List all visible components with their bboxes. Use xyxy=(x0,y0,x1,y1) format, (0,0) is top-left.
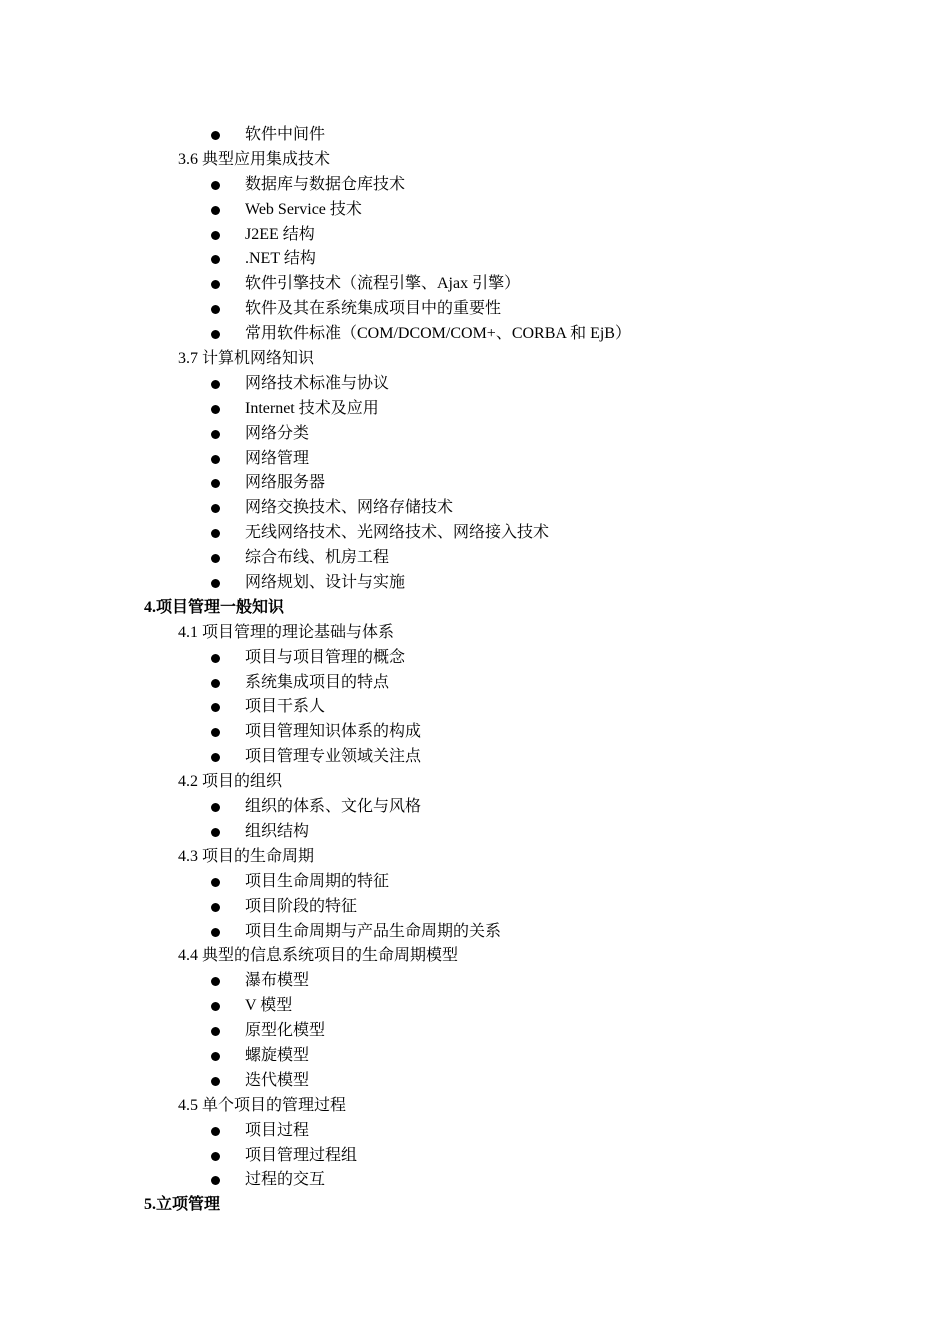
bullet-item-text: Internet 技术及应用 xyxy=(245,399,379,417)
bullet-item-text: 网络服务器 xyxy=(245,474,326,492)
bullet-item-text: .NET 结构 xyxy=(245,250,316,268)
heading-text: 5.立项管理 xyxy=(144,1196,221,1214)
bullet-dot-icon xyxy=(211,878,220,887)
subsection-heading xyxy=(0,1094,950,1119)
bullet-item-text: 项目管理过程组 xyxy=(245,1146,358,1164)
bullet-dot-icon xyxy=(211,305,220,314)
bullet-item xyxy=(0,471,950,496)
subsection-heading xyxy=(0,845,950,870)
bullet-dot-icon xyxy=(211,181,220,190)
bullet-item xyxy=(0,198,950,223)
bullet-dot-icon xyxy=(211,903,220,912)
bullet-item xyxy=(0,173,950,198)
bullet-dot-icon xyxy=(211,803,220,812)
bullet-item xyxy=(0,1144,950,1169)
bullet-item xyxy=(0,745,950,770)
bullet-item xyxy=(0,322,950,347)
subsection-heading xyxy=(0,347,950,372)
heading-text: 3.7 计算机网络知识 xyxy=(178,350,315,368)
bullet-item-text: 项目阶段的特征 xyxy=(245,897,358,915)
bullet-dot-icon xyxy=(211,504,220,513)
bullet-item-text: J2EE 结构 xyxy=(245,225,315,243)
bullet-item-text: 迭代模型 xyxy=(245,1071,310,1089)
bullet-dot-icon xyxy=(211,654,220,663)
bullet-item-text: 无线网络技术、光网络技术、网络接入技术 xyxy=(245,524,550,542)
bullet-item xyxy=(0,1044,950,1069)
heading-text: 4.5 单个项目的管理过程 xyxy=(178,1096,347,1114)
bullet-item xyxy=(0,447,950,472)
bullet-item xyxy=(0,870,950,895)
bullet-item xyxy=(0,297,950,322)
bullet-item xyxy=(0,646,950,671)
bullet-dot-icon xyxy=(211,255,220,264)
section-heading xyxy=(0,1193,950,1218)
bullet-dot-icon xyxy=(211,928,220,937)
heading-text: 3.6 典型应用集成技术 xyxy=(178,150,331,168)
bullet-item xyxy=(0,695,950,720)
bullet-dot-icon xyxy=(211,1152,220,1161)
bullet-dot-icon xyxy=(211,131,220,140)
bullet-item xyxy=(0,272,950,297)
bullet-item-text: 网络技术标准与协议 xyxy=(245,374,390,392)
bullet-dot-icon xyxy=(211,330,220,339)
bullet-item xyxy=(0,546,950,571)
bullet-item-text: 综合布线、机房工程 xyxy=(245,549,390,567)
bullet-item xyxy=(0,895,950,920)
bullet-item xyxy=(0,372,950,397)
bullet-item xyxy=(0,521,950,546)
bullet-dot-icon xyxy=(211,479,220,488)
bullet-item-text: V 模型 xyxy=(245,997,293,1015)
bullet-dot-icon xyxy=(211,1077,220,1086)
heading-text: 4.1 项目管理的理论基础与体系 xyxy=(178,623,395,641)
bullet-item xyxy=(0,496,950,521)
bullet-dot-icon xyxy=(211,703,220,712)
bullet-dot-icon xyxy=(211,405,220,414)
subsection-heading xyxy=(0,770,950,795)
bullet-item-text: 组织结构 xyxy=(245,822,310,840)
bullet-dot-icon xyxy=(211,529,220,538)
bullet-item-text: 项目过程 xyxy=(245,1121,310,1139)
bullet-dot-icon xyxy=(211,380,220,389)
bullet-item xyxy=(0,820,950,845)
bullet-item xyxy=(0,795,950,820)
bullet-item-text: 过程的交互 xyxy=(245,1171,326,1189)
bullet-dot-icon xyxy=(211,1127,220,1136)
bullet-item xyxy=(0,920,950,945)
bullet-item-text: 瀑布模型 xyxy=(245,972,310,990)
bullet-item xyxy=(0,123,950,148)
bullet-item-text: 项目生命周期的特征 xyxy=(245,872,390,890)
bullet-item-text: 组织的体系、文化与风格 xyxy=(245,798,422,816)
bullet-dot-icon xyxy=(211,1027,220,1036)
bullet-dot-icon xyxy=(211,430,220,439)
bullet-item xyxy=(0,1119,950,1144)
bullet-item-text: 项目生命周期与产品生命周期的关系 xyxy=(245,922,502,940)
bullet-item xyxy=(0,422,950,447)
bullet-item-text: Web Service 技术 xyxy=(245,200,362,218)
bullet-dot-icon xyxy=(211,828,220,837)
section-heading xyxy=(0,596,950,621)
bullet-dot-icon xyxy=(211,1052,220,1061)
bullet-dot-icon xyxy=(211,977,220,986)
subsection-heading xyxy=(0,148,950,173)
bullet-dot-icon xyxy=(211,231,220,240)
heading-text: 4.4 典型的信息系统项目的生命周期模型 xyxy=(178,947,459,965)
bullet-item xyxy=(0,969,950,994)
bullet-dot-icon xyxy=(211,753,220,762)
bullet-item-text: 软件引擎技术（流程引擎、Ajax 引擎） xyxy=(245,275,521,293)
bullet-item-text: 螺旋模型 xyxy=(245,1046,310,1064)
bullet-item xyxy=(0,397,950,422)
document-body xyxy=(0,123,950,1218)
bullet-item-text: 项目干系人 xyxy=(245,698,326,716)
bullet-item-text: 软件中间件 xyxy=(245,126,326,143)
bullet-item-text: 软件及其在系统集成项目中的重要性 xyxy=(245,300,502,318)
bullet-item xyxy=(0,247,950,272)
bullet-item-text: 项目管理知识体系的构成 xyxy=(245,723,422,741)
bullet-dot-icon xyxy=(211,728,220,737)
bullet-item-text: 项目与项目管理的概念 xyxy=(245,648,406,666)
bullet-dot-icon xyxy=(211,1176,220,1185)
bullet-item xyxy=(0,720,950,745)
bullet-item xyxy=(0,1019,950,1044)
heading-text: 4.3 项目的生命周期 xyxy=(178,847,315,865)
bullet-item xyxy=(0,671,950,696)
bullet-item-text: 系统集成项目的特点 xyxy=(245,673,390,691)
heading-text: 4.项目管理一般知识 xyxy=(144,598,285,616)
bullet-item-text: 网络规划、设计与实施 xyxy=(245,574,406,592)
bullet-dot-icon xyxy=(211,1002,220,1011)
bullet-item xyxy=(0,571,950,596)
bullet-dot-icon xyxy=(211,280,220,289)
bullet-item-text: 常用软件标准（COM/DCOM/COM+、CORBA 和 EjB） xyxy=(245,325,631,343)
bullet-dot-icon xyxy=(211,455,220,464)
bullet-item-text: 网络分类 xyxy=(245,424,310,442)
bullet-item xyxy=(0,1168,950,1193)
bullet-dot-icon xyxy=(211,579,220,588)
bullet-item xyxy=(0,994,950,1019)
bullet-item-text: 项目管理专业领域关注点 xyxy=(245,748,422,766)
bullet-item xyxy=(0,1069,950,1094)
bullet-item-text: 网络管理 xyxy=(245,449,310,467)
heading-text: 4.2 项目的组织 xyxy=(178,773,283,791)
bullet-item-text: 网络交换技术、网络存储技术 xyxy=(245,499,454,517)
bullet-dot-icon xyxy=(211,206,220,215)
bullet-item xyxy=(0,223,950,248)
subsection-heading xyxy=(0,944,950,969)
bullet-item-text: 原型化模型 xyxy=(245,1022,326,1040)
bullet-dot-icon xyxy=(211,679,220,688)
bullet-dot-icon xyxy=(211,554,220,563)
bullet-item-text: 数据库与数据仓库技术 xyxy=(245,175,406,193)
subsection-heading xyxy=(0,621,950,646)
